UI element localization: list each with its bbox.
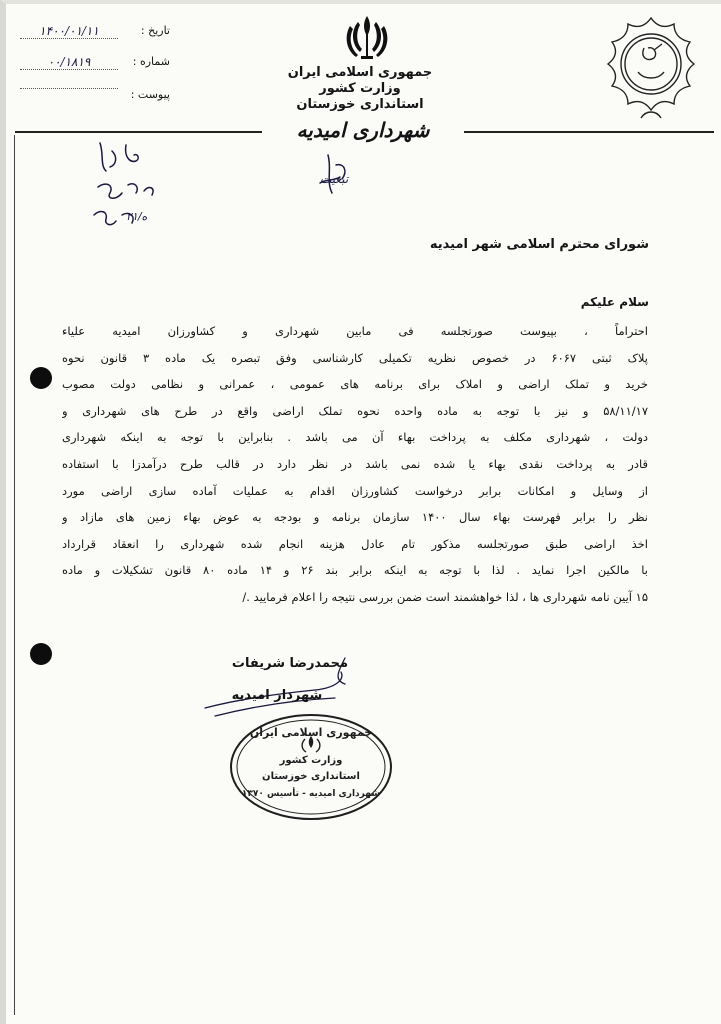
- date-label: تاریخ :: [140, 24, 170, 37]
- body-line: ۵۸/۱۱/۱۷ و نیز با توجه به ماده واحده نحوه تملک اراضی واقع در طرح های شهرداری و: [62, 403, 648, 418]
- header-ministry: وزارت کشور: [319, 81, 401, 96]
- body-line: قادر به پرداخت نقدی بهاء یا شده نمی باشد در نظر دارد در قالب طرح درآمدزا با استفاده: [62, 456, 648, 471]
- date-row: [20, 24, 170, 40]
- handwritten-note: تبعیت: [320, 172, 349, 186]
- number-label: شماره :: [132, 55, 170, 68]
- attachment-row: [20, 88, 170, 104]
- body-line: دولت ، شهرداری مکلف به پرداخت بهاء آن می باشد . بنابراین با توجه به اینکه شهرداری: [62, 430, 648, 445]
- signer-title: شهردار امیدیه: [231, 688, 323, 703]
- margin-rule: [14, 135, 15, 1015]
- body-line: با مالکین اجرا نماید . لذا با توجه به اینکه برابر بند ۲۶ و ۱۴ ماده ۸۰ قانون تشکیلات و ماده: [62, 563, 648, 578]
- punch-hole-bottom: [30, 643, 52, 665]
- signer-name: محمدرضا شریفات: [231, 656, 349, 671]
- attachment-value: [20, 88, 118, 89]
- header-governorate: استانداری خوزستان: [296, 97, 424, 112]
- body-line: خرید و تملک اراضی و املاک برای برنامه های عمومی ، عمرانی و نظامی دولت مصوب: [62, 377, 648, 392]
- municipality-logo-icon: [596, 14, 706, 126]
- handwritten-reference: ه/۲۱: [126, 210, 148, 223]
- municipality-title: شهرداری امیدیه: [262, 114, 464, 146]
- date-value: ۱۴۰۰/۰۱/۱۱: [20, 24, 118, 39]
- letter-addressee: شورای محترم اسلامی شهر امیدیه: [429, 237, 649, 252]
- body-line: از وسایل و امکانات برابر درخواست کشاورزان اقدام به عملیات آماده سازی اراضی مورد: [62, 483, 648, 498]
- number-row: [20, 55, 170, 71]
- body-line: اخذ اراضی طبق صورتجلسه مذکور تام عادل هزینه انجام شده شهرداری را انعقاد قرارداد: [62, 536, 648, 551]
- body-line: نظر را برابر فهرست بهاء سال ۱۴۰۰ سازمان برنامه و بودجه به عوض بهاء زمین های مازاد و: [62, 510, 648, 525]
- body-line: احتراماً ، بپیوست صورتجلسه فی مابین شهرداری و کشاورزان امیدیه علیاء: [62, 324, 648, 338]
- seal-country: جمهوری اسلامی ایران: [249, 726, 373, 739]
- iran-emblem-icon: [343, 12, 391, 62]
- body-line: پلاک ثبتی ۶۰۶۷ در خصوص نظریه تکمیلی کارشناسی وفق تبصره یک ماده ۳ قانون نحوه: [62, 350, 648, 365]
- seal-ministry: وزارت کشور: [279, 755, 343, 766]
- letter-greeting: سلام علیکم: [580, 295, 649, 309]
- punch-hole-top: [30, 367, 52, 389]
- handwritten-notes-icon: [70, 135, 370, 245]
- attachment-label: پیوست :: [130, 88, 170, 101]
- body-line: ۱۵ آیین نامه شهرداری ها ، لذا خواهشمند است ضمن بررسی نتیجه را اعلام فرمایید ./: [242, 589, 648, 604]
- header-country: جمهوری اسلامی ایران: [287, 65, 433, 80]
- seal-municipality: شهرداری امیدیه - تأسیس ۱۳۷۰: [241, 789, 381, 799]
- seal-governorate: استانداری خوزستان: [262, 771, 360, 782]
- letter-body: [62, 318, 648, 611]
- number-value: ۰۰/۱۸۱۹: [20, 55, 118, 70]
